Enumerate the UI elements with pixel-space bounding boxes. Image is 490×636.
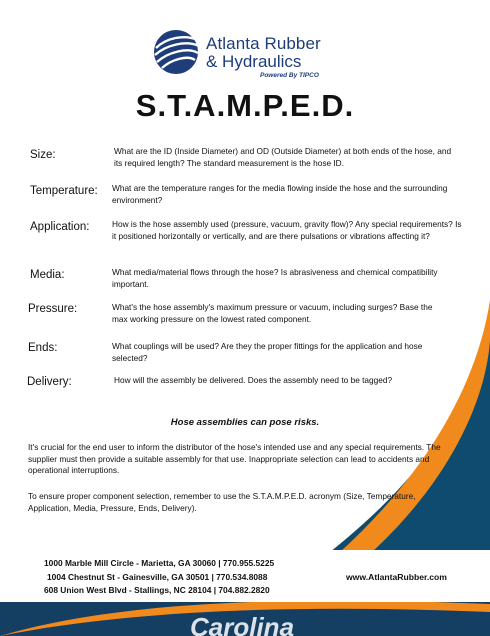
item-text-temperature: What are the temperature ranges for the media flowing inside the hose and the surrounding environment? (112, 183, 448, 205)
body-paragraph-1: It's crucial for the end user to inform the distributor of the hose's intended use and any special requirements. The supplier must then provide a suitable assembly for that use. Inappropriate selection can lead to accidents and operational interruptions. (28, 442, 441, 475)
logo-powered-by: Powered By TIPCO (260, 72, 319, 79)
item-text-ends: What couplings will be used? Are they the proper fittings for the application and hose selected? (112, 341, 423, 363)
item-text-size: What are the ID (Inside Diameter) and OD (Outside Diameter) at both ends of the hose, and its required length? The standard measurement is the hose ID. (114, 146, 452, 168)
page-title: S.T.A.M.P.E.D. (135, 88, 355, 123)
body-paragraph-2: To ensure proper component selection, remember to use the S.T.A.M.P.E.D. acronym (Size, Temperature, Application, Media, Pressure, Ends, Delivery). (28, 491, 416, 513)
footer-address-gainesville: 1004 Chestnut St - Gainesville, GA 30501 | 770.534.8088 (47, 572, 268, 582)
logo-text-line1: Atlanta Rubber (206, 34, 321, 53)
company-logo (150, 28, 340, 84)
item-text-delivery: How will the assembly be delivered. Does the assembly need to be tagged? (114, 375, 393, 385)
item-label-media: Media: (30, 269, 65, 281)
footer-website-link[interactable]: www.AtlantaRubber.com (346, 572, 447, 582)
footer-address-marietta: 1000 Marble Mill Circle - Marietta, GA 30060 | 770.955.5225 (44, 558, 275, 568)
risk-heading: Hose assemblies can pose risks. (170, 417, 320, 428)
item-label-size: Size: (30, 149, 56, 161)
footer-address-stallings: 608 Union West Blvd - Stallings, NC 28104 | 704.882.2820 (44, 585, 270, 595)
logo-text-line2: & Hydraulics (206, 52, 302, 71)
item-label-temperature: Temperature: (30, 185, 98, 197)
item-label-application: Application: (30, 221, 90, 233)
item-text-pressure: What's the hose assembly's maximum pressure or vacuum, including surges? Base the max working pressure on the lowest rated component. (112, 302, 433, 324)
globe-logo-icon (150, 28, 202, 76)
item-label-ends: Ends: (28, 342, 58, 354)
item-text-media: What media/material flows through the hose? Is abrasiveness and chemical compatibility important. (112, 267, 438, 289)
item-text-application: How is the hose assembly used (pressure, vacuum, gravity flow)? Any special requirements? Is it positioned horizontally or vertically, and are there pulsations or vibrations affecting it? (112, 219, 462, 241)
item-label-pressure: Pressure: (28, 303, 78, 315)
footer (0, 552, 490, 602)
item-label-delivery: Delivery: (27, 376, 72, 388)
bottom-brand-text: Carolina (190, 612, 295, 636)
